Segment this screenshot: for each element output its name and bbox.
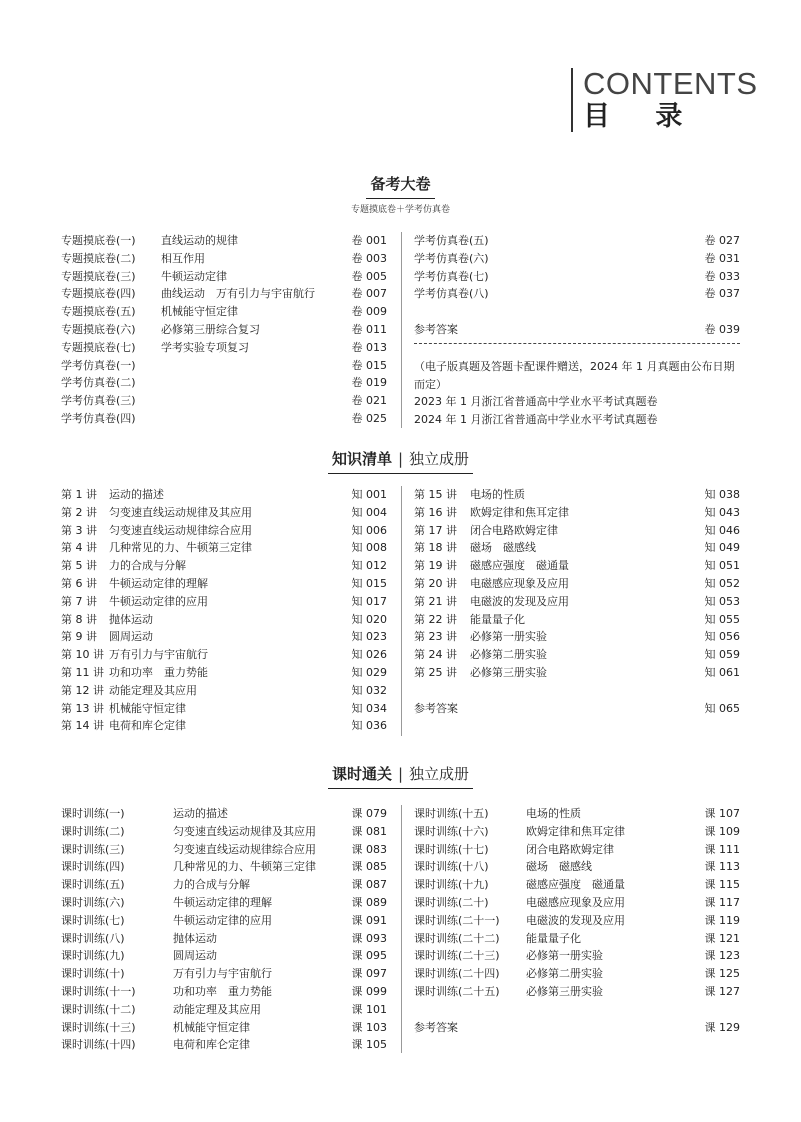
toc-entry-label: 学考仿真卷(八): [414, 287, 489, 301]
toc-entry-page: 知 012: [351, 559, 387, 573]
toc-entry-label: 第 6 讲: [61, 576, 97, 590]
toc-entry-page: 知 015: [351, 576, 387, 590]
toc-entry-label: 学考仿真卷(七): [414, 269, 489, 283]
toc-entry-label: 课时训练(十五): [414, 807, 489, 820]
toc-entry-title: 必修第二册实验: [526, 967, 603, 981]
toc-entry[interactable]: [414, 823, 740, 841]
toc-entry-label: 第 10 讲: [61, 648, 104, 662]
toc-entry-title: 相互作用: [161, 251, 205, 265]
toc-entry-label: 课时训练(十六): [414, 824, 489, 838]
toc-entry[interactable]: [61, 682, 387, 700]
toc-entry-label: 第 16 讲: [414, 505, 457, 519]
contents-title-en: CONTENTS: [583, 66, 758, 101]
toc-entry[interactable]: [61, 339, 387, 357]
toc-entry[interactable]: [61, 557, 387, 575]
toc-entry-page: 知 051: [704, 559, 740, 573]
toc-entry-answers[interactable]: [414, 700, 740, 718]
toc-entry[interactable]: [414, 965, 740, 983]
toc-entry-page: 卷 037: [704, 287, 740, 301]
toc-entry-page: 知 004: [351, 505, 387, 519]
toc-entry[interactable]: [61, 841, 387, 859]
toc-entry-title: 必修第三册实验: [470, 665, 547, 679]
toc-entry[interactable]: [61, 522, 387, 540]
toc-entry-label: 专题摸底卷(五): [61, 305, 136, 319]
toc-entry-title: 圆周运动: [173, 949, 217, 963]
toc-entry[interactable]: [61, 504, 387, 522]
toc-entry-title: 匀变速直线运动规律综合应用: [173, 842, 316, 856]
toc-entry-page: 知 061: [704, 665, 740, 679]
toc-entry-label: 课时训练(七): [61, 913, 125, 927]
toc-entry-title: 动能定理及其应用: [109, 683, 197, 697]
toc-entry-page: 课 099: [351, 984, 387, 998]
toc-entry-label: 第 12 讲: [61, 683, 104, 697]
toc-entry[interactable]: [414, 628, 740, 646]
toc-entry-title: 圆周运动: [109, 630, 153, 644]
toc-entry-title: 直线运动的规律: [161, 234, 238, 247]
toc-entry-page: 知 038: [704, 488, 740, 501]
toc-entry-label: 专题摸底卷(七): [61, 340, 136, 354]
toc-entry-label: 课时训练(十八): [414, 860, 489, 874]
toc-entry-label: 课时训练(二十三): [414, 949, 500, 963]
toc-entry[interactable]: [61, 357, 387, 375]
toc-entry-page: 课 103: [351, 1020, 387, 1034]
toc-entry[interactable]: [414, 522, 740, 540]
toc-entry-title: 必修第一册实验: [470, 630, 547, 644]
toc-entry-page: 知 053: [704, 594, 740, 608]
toc-entry-title: 闭合电路欧姆定律: [526, 842, 614, 856]
toc-entry-label: 课时训练(十三): [61, 1020, 136, 1034]
toc-entry-label: 第 17 讲: [414, 523, 457, 537]
toc-entry-title: 必修第二册实验: [470, 648, 547, 662]
toc-entry-page: 卷 033: [704, 269, 740, 283]
toc-entry-label: 第 3 讲: [61, 523, 97, 537]
toc-entry-title: 曲线运动 万有引力与宇宙航行: [161, 287, 315, 301]
toc-entry-title: 机械能守恒定律: [109, 701, 186, 715]
toc-entry[interactable]: [414, 611, 740, 629]
toc-entry-page: 课 121: [704, 931, 740, 945]
toc-entry-label: 学考仿真卷(五): [414, 234, 489, 247]
toc-entry-label: 第 9 讲: [61, 630, 97, 644]
toc-entry-label: 课时训练(一): [61, 807, 125, 820]
toc-entry-page: 知 055: [704, 612, 740, 626]
toc-entry[interactable]: [61, 965, 387, 983]
toc-entry-label: 参考答案: [414, 1020, 458, 1034]
toc-entry-page: 知 059: [704, 648, 740, 662]
toc-entry-title: 电荷和库仑定律: [109, 719, 186, 733]
toc-entry-page: 知 052: [704, 576, 740, 590]
toc-entry[interactable]: [414, 894, 740, 912]
toc-entry[interactable]: [414, 664, 740, 682]
toc-entry-title: 牛顿运动定律的应用: [173, 913, 272, 927]
toc-entry-label: 学考仿真卷(二): [61, 376, 136, 390]
toc-entry-label: 课时训练(四): [61, 860, 125, 874]
toc-column-left: [61, 486, 387, 735]
toc-entry-page: 知 032: [351, 683, 387, 697]
toc-entry[interactable]: [61, 876, 387, 894]
toc-entry-page: 课 093: [351, 931, 387, 945]
dashed-divider: [414, 343, 740, 356]
toc-entry-page: 卷 039: [704, 322, 740, 336]
toc-entry-page: 课 089: [351, 895, 387, 909]
toc-entry[interactable]: [61, 646, 387, 664]
toc-entry-page: 课 129: [704, 1020, 740, 1034]
toc-entry[interactable]: [61, 823, 387, 841]
toc-entry-label: 第 22 讲: [414, 612, 457, 626]
toc-entry-page: 知 001: [351, 488, 387, 501]
toc-entry-page: 课 095: [351, 949, 387, 963]
toc-entry[interactable]: [61, 593, 387, 611]
toc-extra-item[interactable]: 2024 年 1 月浙江省普通高中学业水平考试真题卷: [414, 413, 658, 427]
toc-entry[interactable]: [414, 539, 740, 557]
toc-entry-label: 专题摸底卷(一): [61, 234, 136, 247]
toc-entry-page: 课 105: [351, 1038, 387, 1052]
toc-entry-label: 课时训练(二十二): [414, 931, 500, 945]
toc-entry-page: 卷 011: [351, 322, 387, 336]
toc-entry-title: 抛体运动: [173, 931, 217, 945]
toc-entry-page: 知 026: [351, 648, 387, 662]
toc-entry-page: 课 113: [704, 860, 740, 874]
toc-entry[interactable]: [414, 805, 740, 823]
toc-entry-label: 第 1 讲: [61, 488, 97, 501]
toc-entry-page: 课 081: [351, 824, 387, 838]
toc-entry-title: 抛体运动: [109, 612, 153, 626]
toc-entry-title: 能量量子化: [470, 612, 525, 626]
section-title-bold: 知识清单: [331, 450, 392, 468]
toc-entry-title: 几种常见的力、牛顿第三定律: [173, 860, 316, 874]
toc-entry[interactable]: [61, 575, 387, 593]
toc-entry[interactable]: [61, 805, 387, 823]
toc-entry[interactable]: [61, 392, 387, 410]
toc-entry-page: 卷 001: [351, 234, 387, 247]
toc-entry-title: 必修第三册实验: [526, 984, 603, 998]
toc-entry-title: 万有引力与宇宙航行: [173, 967, 272, 981]
toc-entry[interactable]: [61, 410, 387, 428]
toc-entry-title: 磁感应强度 磁通量: [526, 878, 625, 892]
toc-entry[interactable]: [61, 700, 387, 718]
toc-entry-label: 第 19 讲: [414, 559, 457, 573]
toc-entry[interactable]: [414, 876, 740, 894]
toc-entry-label: 课时训练(八): [61, 931, 125, 945]
toc-column-right: [414, 232, 740, 429]
toc-entry-page: 课 083: [351, 842, 387, 856]
toc-entry[interactable]: [61, 947, 387, 965]
contents-header: [571, 68, 758, 132]
toc-entry[interactable]: [61, 717, 387, 735]
toc-entry-page: 课 117: [704, 895, 740, 909]
toc-entry-page: 课 119: [704, 913, 740, 927]
toc-entry[interactable]: [61, 250, 387, 268]
toc-entry-title: 匀变速直线运动规律综合应用: [109, 523, 252, 537]
toc-entry-page: 知 046: [704, 523, 740, 537]
toc-entry-label: 第 20 讲: [414, 576, 457, 590]
toc-entry-label: 课时训练(五): [61, 878, 125, 892]
section-title-text: 备考大卷: [370, 175, 431, 193]
toc-entry[interactable]: [61, 628, 387, 646]
toc-entry-page: 知 056: [704, 630, 740, 644]
toc-entry-answers[interactable]: [414, 321, 740, 339]
toc-entry-title: 牛顿运动定律的理解: [173, 895, 272, 909]
toc-entry-page: 卷 031: [704, 251, 740, 265]
toc-entry-title: 牛顿运动定律的理解: [109, 576, 208, 590]
toc-entry-page: 卷 019: [351, 376, 387, 390]
toc-entry[interactable]: [414, 930, 740, 948]
section-title-rest: 独立成册: [409, 765, 470, 783]
toc-entry-title: 电荷和库仑定律: [173, 1038, 250, 1052]
toc-entry[interactable]: [61, 912, 387, 930]
toc-entry-title: 牛顿运动定律: [161, 269, 227, 283]
toc-entry-page: 卷 015: [351, 358, 387, 372]
toc-entry-title: 电磁感应现象及应用: [526, 895, 625, 909]
toc-entry-page: 课 125: [704, 967, 740, 981]
toc-entry-label: 课时训练(十四): [61, 1038, 136, 1052]
toc-entry-title: 功和功率 重力势能: [109, 665, 208, 679]
toc-entry[interactable]: [61, 611, 387, 629]
toc-entry-page: 知 023: [351, 630, 387, 644]
toc-entry-label: 第 11 讲: [61, 665, 104, 679]
toc-entry[interactable]: [414, 232, 740, 250]
toc-entry[interactable]: [61, 285, 387, 303]
toc-entry-title: 闭合电路欧姆定律: [470, 523, 558, 537]
toc-entry-title: 功和功率 重力势能: [173, 984, 272, 998]
toc-entry-label: 课时训练(二十四): [414, 967, 500, 981]
toc-entry[interactable]: [414, 486, 740, 504]
column-divider: [401, 486, 402, 736]
toc-entry-label: 参考答案: [414, 322, 458, 336]
toc-entry-page: 卷 005: [351, 269, 387, 283]
toc-entry[interactable]: [61, 486, 387, 504]
toc-entry-page: 卷 027: [704, 234, 740, 247]
toc-entry-page: 知 008: [351, 541, 387, 555]
toc-entry-title: 匀变速直线运动规律及其应用: [109, 505, 252, 519]
toc-entry-title: 动能定理及其应用: [173, 1002, 261, 1016]
toc-entry-label: 第 18 讲: [414, 541, 457, 555]
toc-entry[interactable]: [61, 268, 387, 286]
toc-note: （电子版真题及答题卡配课件赠送，2024 年 1 月真题由公布日期而定）: [414, 359, 735, 391]
toc-entry-page: 课 079: [351, 807, 387, 820]
toc-entry-label: 课时训练(九): [61, 949, 125, 963]
toc-entry-label: 专题摸底卷(四): [61, 287, 136, 301]
toc-entry-title: 匀变速直线运动规律及其应用: [173, 824, 316, 838]
toc-entry-page: 知 006: [351, 523, 387, 537]
toc-entry[interactable]: [61, 894, 387, 912]
toc-entry-page: 卷 009: [351, 305, 387, 319]
toc-entry-title: 能量量子化: [526, 931, 581, 945]
toc-column-right: [414, 486, 740, 717]
toc-entry[interactable]: [414, 268, 740, 286]
toc-entry-title: 机械能守恒定律: [161, 305, 238, 319]
toc-entry-page: 课 097: [351, 967, 387, 981]
toc-entry-page: 课 101: [351, 1002, 387, 1016]
toc-entry-title: 电磁感应现象及应用: [470, 576, 569, 590]
toc-entry-page: 卷 003: [351, 251, 387, 265]
section-title-rest: 独立成册: [409, 450, 470, 468]
toc-entry[interactable]: [61, 539, 387, 557]
toc-entry[interactable]: [414, 593, 740, 611]
toc-entry-label: 第 23 讲: [414, 630, 457, 644]
toc-entry[interactable]: [61, 232, 387, 250]
toc-entry-label: 第 24 讲: [414, 648, 457, 662]
toc-entry-title: 力的合成与分解: [109, 559, 186, 573]
toc-entry-title: 运动的描述: [109, 488, 164, 501]
toc-entry[interactable]: [61, 321, 387, 339]
toc-entry-label: 专题摸底卷(三): [61, 269, 136, 283]
toc-entry-page: 课 127: [704, 984, 740, 998]
toc-entry[interactable]: [414, 504, 740, 522]
toc-entry-label: 学考仿真卷(四): [61, 411, 136, 425]
toc-entry-label: 第 7 讲: [61, 594, 97, 608]
toc-entry-label: 学考仿真卷(六): [414, 251, 489, 265]
toc-entry[interactable]: [61, 1036, 387, 1054]
toc-entry-label: 课时训练(二十一): [414, 913, 500, 927]
toc-entry-label: 学考仿真卷(三): [61, 394, 136, 408]
toc-entry-title: 机械能守恒定律: [173, 1020, 250, 1034]
toc-entry-title: 电磁波的发现及应用: [526, 913, 625, 927]
toc-entry-page: 知 029: [351, 665, 387, 679]
toc-entry-page: 卷 021: [351, 394, 387, 408]
toc-entry[interactable]: [61, 983, 387, 1001]
toc-entry-page: 知 065: [704, 701, 740, 715]
toc-entry-label: 课时训练(三): [61, 842, 125, 856]
toc-entry-page: 知 043: [704, 505, 740, 519]
toc-entry-page: 卷 013: [351, 340, 387, 354]
toc-entry-label: 专题摸底卷(六): [61, 322, 136, 336]
toc-entry-page: 课 091: [351, 913, 387, 927]
toc-entry-page: 卷 025: [351, 411, 387, 425]
toc-column-left: [61, 805, 387, 1054]
toc-entry-label: 第 2 讲: [61, 505, 97, 519]
toc-column-left: [61, 232, 387, 428]
toc-entry[interactable]: [61, 303, 387, 321]
toc-entry[interactable]: [414, 912, 740, 930]
toc-entry-label: 课时训练(十二): [61, 1002, 136, 1016]
toc-entry-page: 课 111: [704, 842, 740, 856]
section-title-exam-papers: [0, 173, 801, 199]
section-title-lessons: 课时通关 | 独立成册: [0, 763, 801, 789]
toc-entry-page: 课 107: [704, 807, 740, 820]
toc-entry[interactable]: [414, 575, 740, 593]
toc-entry-title: 欧姆定律和焦耳定律: [470, 505, 569, 519]
toc-entry-title: 学考实验专项复习: [161, 340, 249, 354]
toc-entry-page: 知 036: [351, 719, 387, 733]
toc-entry-title: 磁场 磁感线: [526, 860, 592, 874]
contents-title-cn: 目 录: [583, 101, 701, 132]
toc-entry-label: 专题摸底卷(二): [61, 251, 136, 265]
toc-entry-title: 几种常见的力、牛顿第三定律: [109, 541, 252, 555]
toc-entry-label: 课时训练(二十): [414, 895, 489, 909]
toc-entry-label: 课时训练(十): [61, 967, 125, 981]
toc-entry-page: 知 020: [351, 612, 387, 626]
toc-entry-label: 课时训练(十七): [414, 842, 489, 856]
toc-entry-label: 第 4 讲: [61, 541, 97, 555]
toc-entry-page: 卷 007: [351, 287, 387, 301]
toc-entry-title: 电磁波的发现及应用: [470, 594, 569, 608]
toc-entry[interactable]: [61, 664, 387, 682]
toc-entry-label: 第 14 讲: [61, 719, 104, 733]
toc-entry-page: 知 017: [351, 594, 387, 608]
toc-entry-page: 知 049: [704, 541, 740, 555]
toc-entry-page: 课 109: [704, 824, 740, 838]
toc-entry-page: 课 087: [351, 878, 387, 892]
toc-entry[interactable]: [61, 1001, 387, 1019]
toc-entry-label: 课时训练(六): [61, 895, 125, 909]
toc-entry-title: 磁感应强度 磁通量: [470, 559, 569, 573]
toc-entry-label: 第 21 讲: [414, 594, 457, 608]
toc-entry-label: 参考答案: [414, 701, 458, 715]
section-subtitle: 专题摸底卷＋学考仿真卷: [350, 205, 450, 215]
toc-extra-item[interactable]: 2023 年 1 月浙江省普通高中学业水平考试真题卷: [414, 395, 658, 409]
toc-entry-title: 磁场 磁感线: [470, 541, 536, 555]
toc-entry-title: 万有引力与宇宙航行: [109, 648, 208, 662]
toc-entry[interactable]: [414, 858, 740, 876]
toc-entry-label: 第 25 讲: [414, 665, 457, 679]
toc-entry-label: 学考仿真卷(一): [61, 358, 136, 372]
toc-entry[interactable]: [414, 285, 740, 303]
toc-entry-title: 必修第一册实验: [526, 949, 603, 963]
column-divider: [401, 232, 402, 428]
toc-entry-title: 电场的性质: [526, 807, 581, 820]
toc-entry-title: 力的合成与分解: [173, 878, 250, 892]
toc-entry-page: 课 085: [351, 860, 387, 874]
toc-entry[interactable]: [61, 858, 387, 876]
toc-entry[interactable]: [61, 374, 387, 392]
toc-entry[interactable]: [414, 947, 740, 965]
toc-entry[interactable]: [61, 930, 387, 948]
toc-entry-label: 课时训练(十一): [61, 984, 136, 998]
toc-entry-label: 第 5 讲: [61, 559, 97, 573]
toc-entry-title: 牛顿运动定律的应用: [109, 594, 208, 608]
toc-entry[interactable]: [414, 557, 740, 575]
toc-entry-title: 必修第三册综合复习: [161, 322, 260, 336]
toc-entry-label: 课时训练(二): [61, 824, 125, 838]
toc-column-right: [414, 805, 740, 1036]
toc-entry-page: 课 115: [704, 878, 740, 892]
section-title-bold: 课时通关: [331, 765, 392, 783]
toc-entry-label: 第 8 讲: [61, 612, 97, 626]
toc-entry-label: 第 15 讲: [414, 488, 457, 501]
toc-entry-label: 第 13 讲: [61, 701, 104, 715]
toc-entry-answers[interactable]: [414, 1019, 740, 1037]
toc-entry[interactable]: [61, 1019, 387, 1037]
section-title-knowledge: 知识清单 | 独立成册: [0, 448, 801, 474]
toc-entry[interactable]: [414, 983, 740, 1001]
toc-entry[interactable]: [414, 250, 740, 268]
toc-entry-label: 课时训练(二十五): [414, 984, 500, 998]
toc-entry-page: 课 123: [704, 949, 740, 963]
toc-entry-label: 课时训练(十九): [414, 878, 489, 892]
toc-entry-title: 欧姆定律和焦耳定律: [526, 824, 625, 838]
toc-entry-page: 知 034: [351, 701, 387, 715]
column-divider: [401, 805, 402, 1053]
toc-entry-title: 运动的描述: [173, 807, 228, 820]
toc-entry[interactable]: [414, 646, 740, 664]
toc-entry-title: 电场的性质: [470, 488, 525, 501]
toc-entry[interactable]: [414, 841, 740, 859]
